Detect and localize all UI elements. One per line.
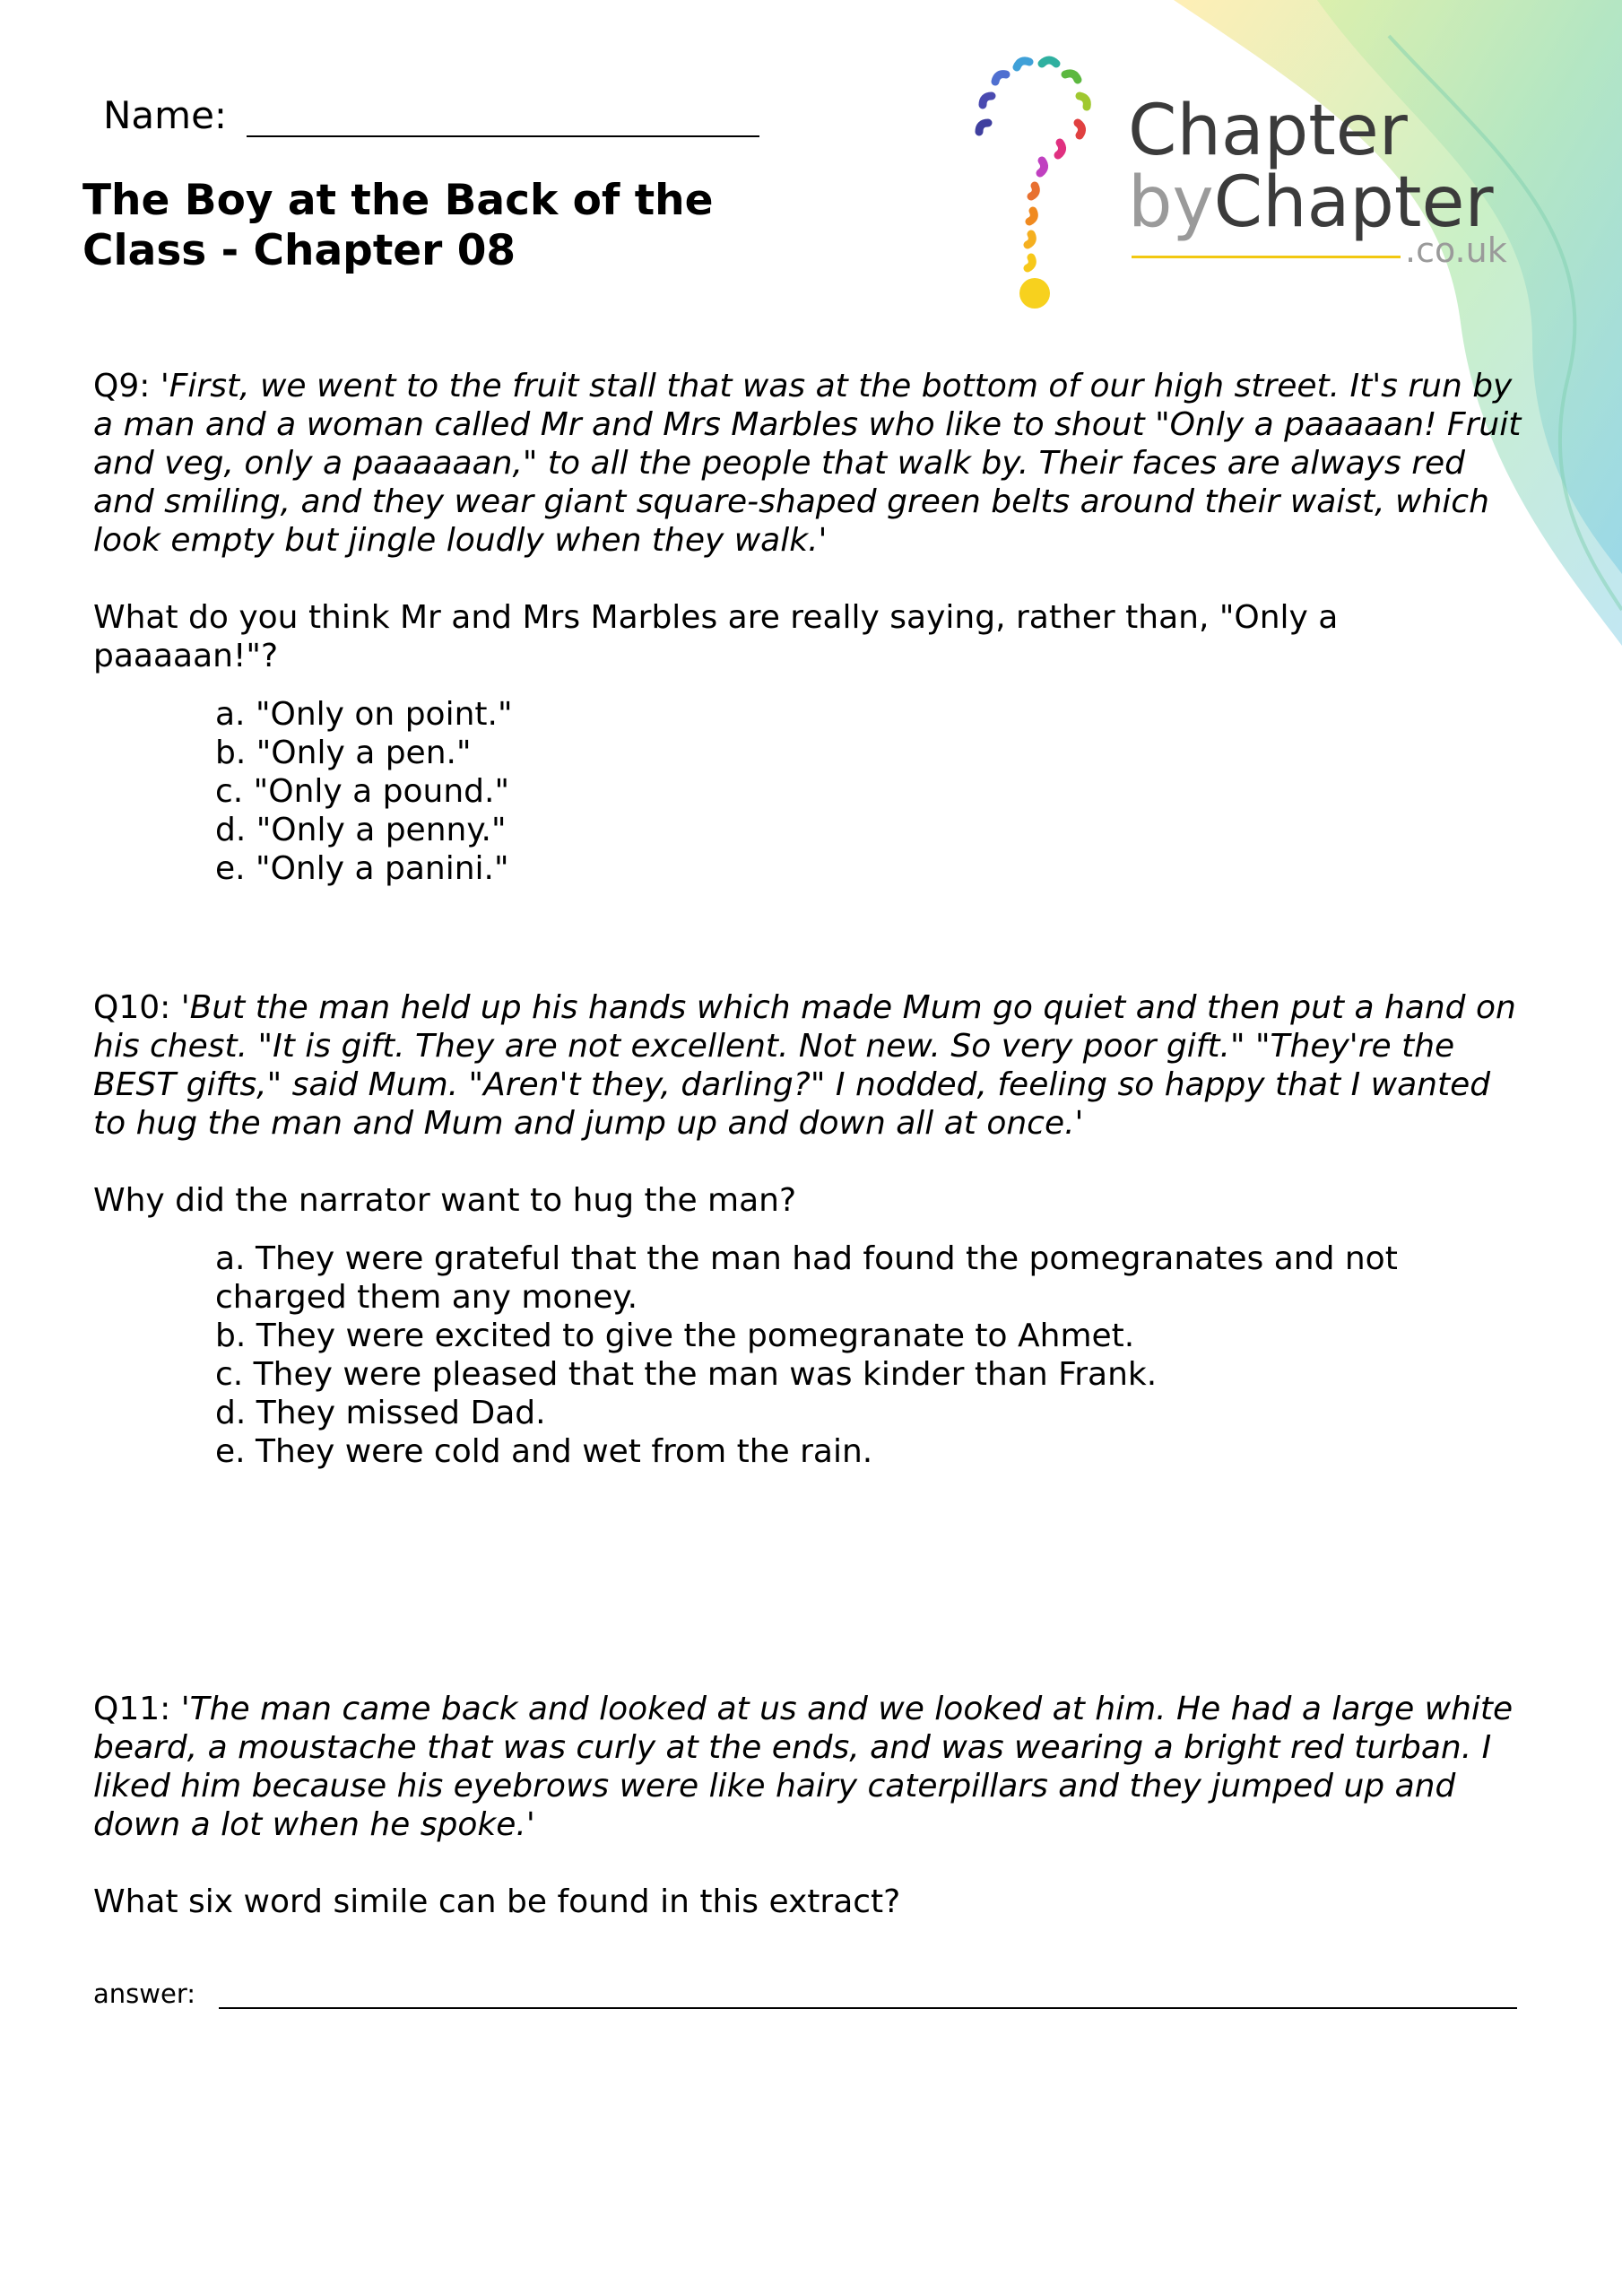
question-10-options (215, 1239, 1528, 1471)
logo-domain-suffix: .co.uk (1405, 230, 1507, 270)
logo-underline (1132, 256, 1401, 258)
option-d[interactable]: d. They missed Dad. (215, 1395, 546, 1431)
question-11 (93, 1690, 1528, 1921)
logo-text-chapter: Chapter (1128, 91, 1408, 171)
question-mark-books-icon (959, 49, 1112, 318)
option-b[interactable]: b. They were excited to give the pomegranate to Ahmet. (215, 1318, 1135, 1354)
question-9-extract: 'First, we went to the fruit stall that was at the bottom of our high street. It's run by a man and a woman called Mr and Mrs Marbles who like to shout "Only a paaaaan! Fruit and veg, only a paaaaaan," to all the people that walk by. Their faces are always red and smiling, and they wear giant square-shaped green belts around their waist, which look empty but jingle loudly when they walk.' (93, 368, 1522, 559)
option-a[interactable]: a. They were grateful that the man had found the pomegranates and not charged them any money. (215, 1240, 1398, 1316)
question-10-prompt: Why did the narrator want to hug the man? (93, 1182, 797, 1219)
option-e[interactable]: e. They were cold and wet from the rain. (215, 1433, 873, 1470)
question-9-prompt: What do you think Mr and Mrs Marbles are really saying, rather than, "Only a paaaaan!"? (93, 599, 1339, 674)
question-11-extract: 'The man came back and looked at us and we looked at him. He had a large white beard, a moustache that was curly at the ends, and was wearing a bright red turban. I liked him because his eyebrows were like hairy caterpillars and they jumped up and down a lot when he spoke.' (93, 1691, 1514, 1843)
question-11-prompt: What six word simile can be found in this extract? (93, 1883, 901, 1920)
option-c[interactable]: c. They were pleased that the man was kinder than Frank. (215, 1356, 1158, 1393)
question-10 (93, 988, 1528, 1471)
question-9-options (215, 695, 1528, 888)
question-10-extract-para (93, 988, 1528, 1143)
logo-text-chapter-2: Chapter (1213, 162, 1494, 243)
option-e[interactable]: e. "Only a panini." (215, 850, 509, 887)
answer-label: answer: (93, 1979, 196, 2009)
answer-row (93, 1979, 1517, 2009)
logo-text-by: by (1128, 162, 1214, 243)
name-input-line[interactable] (247, 94, 759, 137)
question-9-label: Q9: (93, 368, 151, 404)
logo-text-by-chapter (1128, 162, 1494, 243)
question-10-extract: 'But the man held up his hands which made Mum go quiet and then put a hand on his chest. "It is gift. They are not excellent. Not new. So very poor gift." "They're the BEST gifts," said Mum. "Aren't they, darling?" I nodded, feeling so happy that I wanted to hug the man and Mum and jump up and down all at once.' (93, 989, 1516, 1142)
question-11-label: Q11: (93, 1691, 171, 1727)
question-9 (93, 367, 1528, 888)
question-9-extract-para (93, 367, 1528, 560)
name-field-row (103, 93, 759, 137)
option-a[interactable]: a. "Only on point." (215, 696, 513, 733)
name-label: Name: (103, 93, 228, 137)
option-d[interactable]: d. "Only a penny." (215, 812, 507, 848)
chapter-by-chapter-logo (959, 49, 1578, 318)
question-10-label: Q10: (93, 989, 171, 1026)
worksheet-title: The Boy at the Back of the Class - Chapter 08 (82, 176, 714, 275)
question-11-extract-para (93, 1690, 1528, 1844)
option-c[interactable]: c. "Only a pound." (215, 773, 510, 810)
answer-input-line[interactable] (219, 1987, 1517, 2009)
option-b[interactable]: b. "Only a pen." (215, 735, 472, 771)
